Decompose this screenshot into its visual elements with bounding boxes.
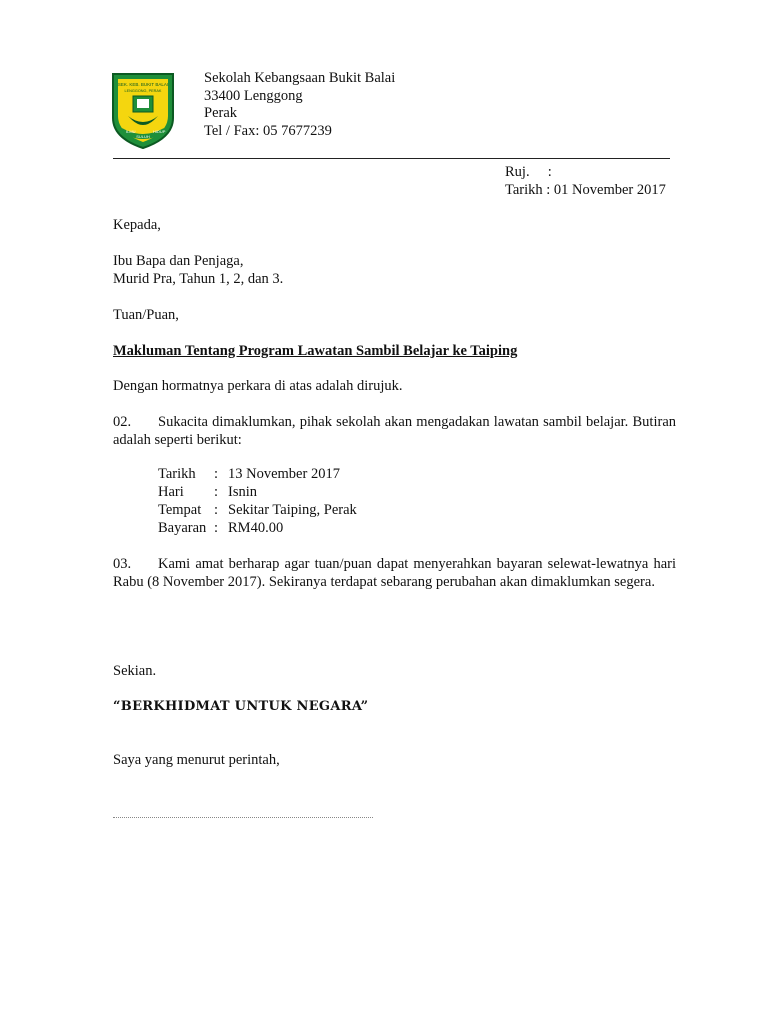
signature-line	[113, 817, 373, 818]
recipient-to: Kepada,	[113, 217, 161, 233]
detail-row	[158, 465, 357, 483]
paragraph-03	[113, 555, 676, 591]
school-name: Sekolah Kebangsaan Bukit Balai	[204, 70, 396, 86]
trip-details-table	[158, 465, 357, 537]
recipient-line-2: Murid Pra, Tahun 1, 2, dan 3.	[113, 271, 284, 287]
school-crest-logo	[108, 70, 178, 150]
detail-label: Bayaran	[158, 520, 207, 536]
svg-text:ILMU: ILMU	[126, 129, 136, 134]
paragraph-03-number: 03.	[113, 556, 132, 572]
closing-signoff: Saya yang menurut perintah,	[113, 752, 280, 768]
letter-subject: Makluman Tentang Program Lawatan Sambil Belajar ke Taiping	[113, 343, 518, 359]
letter-date: Tarikh : 01 November 2017	[505, 182, 666, 198]
salutation: Tuan/Puan,	[113, 307, 179, 323]
school-state: Perak	[204, 105, 238, 121]
paragraph-03-text: Kami amat berharap agar tuan/puan dapat menyerahkan bayaran selewat-lewatnya hari Rabu (8 November 2017). Sekiranya terdapat sebarang perubahan akan dimaklumkan segera.	[113, 556, 676, 590]
svg-text:HIDUP: HIDUP	[153, 129, 166, 134]
school-postcode-city: 33400 Lenggong	[204, 88, 303, 104]
closing-sekian: Sekian.	[113, 663, 157, 679]
detail-colon: :	[214, 466, 219, 482]
paragraph-02-number: 02.	[113, 414, 132, 430]
detail-value: 13 November 2017	[228, 466, 340, 482]
detail-colon: :	[214, 484, 219, 500]
detail-label: Tarikh	[158, 466, 196, 482]
detail-colon: :	[214, 520, 219, 536]
letterhead-divider	[113, 158, 670, 159]
detail-value: Isnin	[228, 484, 257, 500]
paragraph-02	[113, 413, 676, 449]
svg-text:SEK. KEB. BUKIT BALAI: SEK. KEB. BUKIT BALAI	[117, 82, 169, 87]
reference-number: Ruj. :	[505, 164, 552, 180]
svg-text:LENGGONG, PERAK: LENGGONG, PERAK	[124, 89, 162, 93]
intro-paragraph: Dengan hormatnya perkara di atas adalah dirujuk.	[113, 378, 403, 394]
detail-row	[158, 501, 357, 519]
detail-value: Sekitar Taiping, Perak	[228, 502, 357, 518]
detail-row	[158, 483, 357, 501]
detail-label: Hari	[158, 484, 184, 500]
school-tel-fax: Tel / Fax: 05 7677239	[204, 123, 332, 139]
detail-colon: :	[214, 502, 219, 518]
svg-text:SULUH: SULUH	[136, 134, 150, 139]
detail-value: RM40.00	[228, 520, 284, 536]
detail-label: Tempat	[158, 502, 202, 518]
detail-row	[158, 519, 357, 537]
recipient-line-1: Ibu Bapa dan Penjaga,	[113, 253, 244, 269]
closing-motto: “BERKHIDMAT UNTUK NEGARA”	[113, 699, 369, 714]
paragraph-02-text: Sukacita dimaklumkan, pihak sekolah akan mengadakan lawatan sambil belajar. Butiran adalah seperti berikut:	[113, 414, 676, 448]
